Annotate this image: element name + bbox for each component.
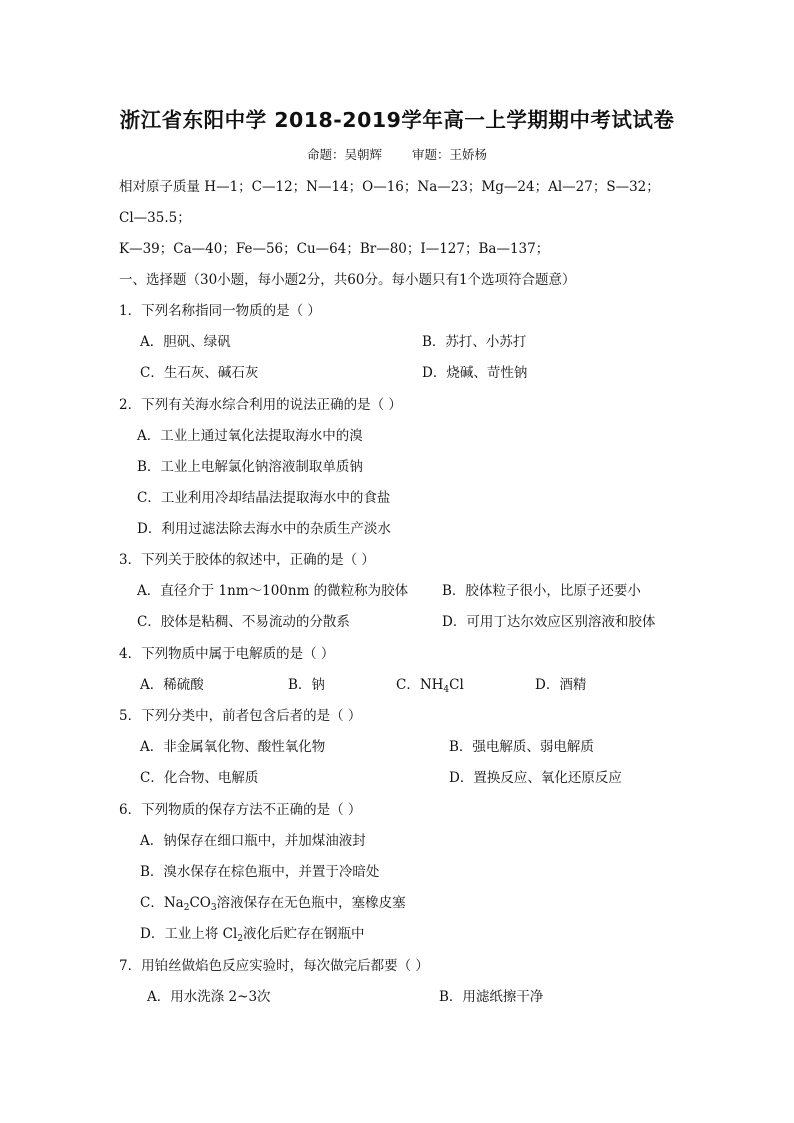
question-4-option-a: A．稀硫酸 [140,677,204,693]
question-6-option-a: A．钠保存在细口瓶中，并加煤油液封 [140,833,366,849]
question-3-option-d: D．可用丁达尔效应区别溶液和胶体 [442,614,656,630]
page-title: 浙江省东阳中学 2018-2019学年高一上学期期中考试试卷 [119,108,675,132]
question-4-option-c: C．$NH_4Cl$ [396,677,464,695]
atomic-mass-line-3: K—39；Ca—40；Fe—56；Cu—64；Br—80；I—127；Ba—137； [119,241,550,257]
question-1-option-c: C．生石灰、碱石灰 [140,365,259,381]
question-4-option-d: D．酒精 [535,677,587,693]
question-6-option-b: B．溴水保存在棕色瓶中，并置于冷暗处 [140,864,380,880]
question-6-option-d: D．工业上将 $Cl_2$液化后贮存在钢瓶中 [140,926,365,944]
question-5-option-c: C．化合物、电解质 [140,770,259,786]
atomic-mass-line-2: Cl—35.5； [119,210,191,226]
question-1-stem: 1．下列名称指同一物质的是（ ） [119,303,321,319]
author-label: 命题： [306,147,345,162]
question-4-stem: 4．下列物质中属于电解质的是（ ） [119,646,335,662]
question-5-option-b: B．强电解质、弱电解质 [449,739,594,755]
question-1-option-d: D．烧碱、苛性钠 [422,365,528,381]
question-5-stem: 5．下列分类中，前者包含后者的是（ ） [119,708,362,724]
question-3-stem: 3．下列关于胶体的叙述中，正确的是（ ） [119,552,375,568]
question-2-stem: 2．下列有关海水综合利用的说法正确的是（ ） [119,397,402,413]
atomic-mass-line-1: 相对原子质量 H—1；C—12；N—14；O—16；Na—23；Mg—24；Al—27；S—32； [119,179,660,195]
question-2-option-a: A．工业上通过氧化法提取海水中的溴 [137,428,363,444]
question-6-option-c: C．$Na_2CO_3$溶液保存在无色瓶中，塞橡皮塞 [140,895,406,913]
question-2-option-b: B．工业上电解氯化钠溶液制取单质钠 [137,459,363,475]
question-1-option-a: A．胆矾、绿矾 [140,334,231,350]
question-3-option-a: A．直径介于 1nm～100nm 的微粒称为胶体 [137,583,409,599]
question-5-option-d: D．置换反应、氧化还原反应 [449,770,622,786]
reviewer-label: 审题： [412,147,450,162]
question-6-stem: 6．下列物质的保存方法不正确的是（ ） [119,802,362,818]
author-line [0,145,794,163]
reviewer-name: 王娇杨 [449,147,488,162]
question-3-option-b: B．胶体粒子很小，比原子还要小 [442,583,641,599]
question-7-option-a: A．用水洗涤 2~3次 [147,989,271,1005]
section-heading: 一、选择题（30小题，每小题2分，共60分。每小题只有1个选项符合题意） [119,272,576,288]
question-3-option-c: C．胶体是粘稠、不易流动的分散系 [137,614,350,630]
author-name: 吴朝辉 [344,147,382,162]
question-4-option-b: B．钠 [288,677,325,693]
question-2-option-c: C．工业利用冷却结晶法提取海水中的食盐 [137,490,391,506]
question-7-option-b: B．用滤纸擦干净 [439,989,544,1005]
question-1-option-b: B．苏打、小苏打 [422,334,527,350]
question-2-option-d: D．利用过滤法除去海水中的杂质生产淡水 [137,521,391,537]
question-7-stem: 7．用铂丝做焰色反应实验时，每次做完后都要（ ） [119,958,429,974]
question-5-option-a: A．非金属氧化物、酸性氧化物 [140,739,326,755]
